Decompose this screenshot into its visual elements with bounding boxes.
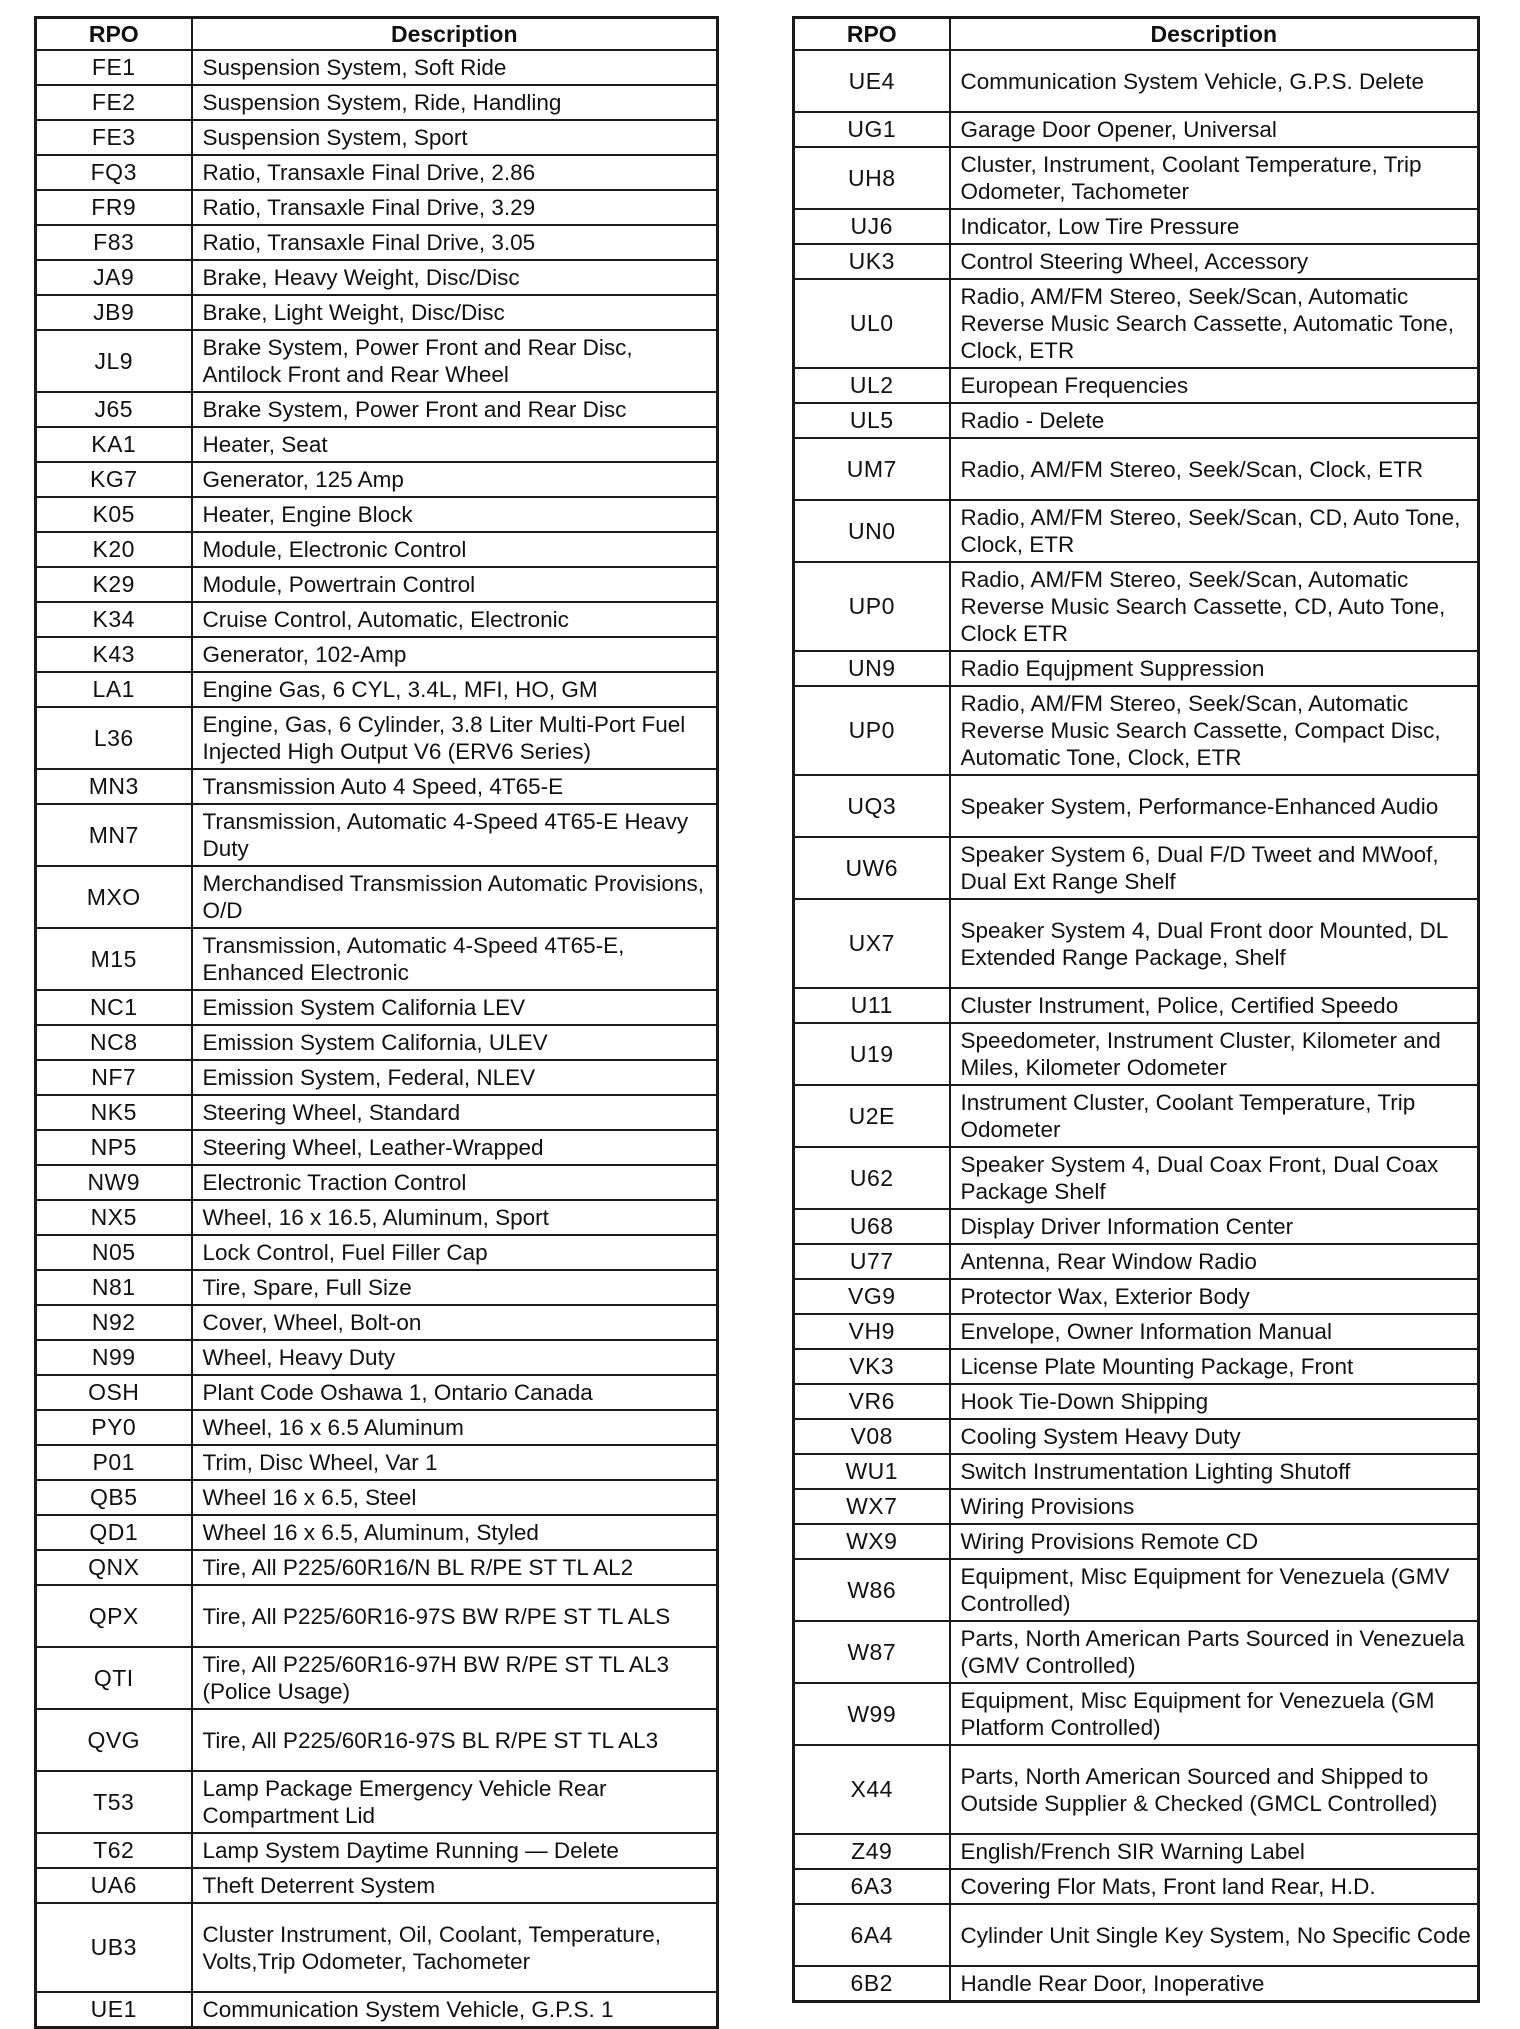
table-row bbox=[794, 1209, 1479, 1244]
table-row bbox=[794, 244, 1479, 279]
rpo-description: Lamp Package Emergency Vehicle Rear Compartment Lid bbox=[192, 1771, 718, 1833]
rpo-table-left bbox=[34, 16, 719, 2029]
table-row bbox=[794, 368, 1479, 403]
rpo-description: Cylinder Unit Single Key System, No Specific Code bbox=[950, 1904, 1479, 1966]
rpo-description: Emission System California, ULEV bbox=[192, 1025, 718, 1060]
table-row bbox=[794, 147, 1479, 209]
table-row bbox=[36, 1095, 718, 1130]
rpo-code: JL9 bbox=[36, 330, 192, 392]
rpo-code: NW9 bbox=[36, 1165, 192, 1200]
rpo-description: Heater, Seat bbox=[192, 427, 718, 462]
table-row bbox=[36, 1868, 718, 1903]
table-row bbox=[794, 686, 1479, 775]
rpo-description: Transmission Auto 4 Speed, 4T65-E bbox=[192, 769, 718, 804]
table-row bbox=[36, 1647, 718, 1709]
rpo-description: Ratio, Transaxle Final Drive, 3.29 bbox=[192, 190, 718, 225]
rpo-code: VG9 bbox=[794, 1279, 950, 1314]
rpo-description: Equipment, Misc Equipment for Venezuela (GM Platform Controlled) bbox=[950, 1683, 1479, 1745]
rpo-code: QTI bbox=[36, 1647, 192, 1709]
rpo-description: Wiring Provisions bbox=[950, 1489, 1479, 1524]
rpo-code: UA6 bbox=[36, 1868, 192, 1903]
rpo-code: JA9 bbox=[36, 260, 192, 295]
rpo-code: UX7 bbox=[794, 899, 950, 988]
rpo-description: European Frequencies bbox=[950, 368, 1479, 403]
rpo-description: Lock Control, Fuel Filler Cap bbox=[192, 1235, 718, 1270]
table-row bbox=[36, 1515, 718, 1550]
rpo-description: Ratio, Transaxle Final Drive, 3.05 bbox=[192, 225, 718, 260]
rpo-code: LA1 bbox=[36, 672, 192, 707]
rpo-description: Radio Equjpment Suppression bbox=[950, 651, 1479, 686]
rpo-code: Z49 bbox=[794, 1834, 950, 1869]
rpo-description: Speaker System 4, Dual Coax Front, Dual Coax Package Shelf bbox=[950, 1147, 1479, 1209]
header-row bbox=[36, 18, 718, 51]
rpo-code: UB3 bbox=[36, 1903, 192, 1992]
rpo-code: U11 bbox=[794, 988, 950, 1023]
rpo-description: Radio, AM/FM Stereo, Seek/Scan, Automatic Reverse Music Search Cassette, Automatic Tone, Clock, ETR bbox=[950, 279, 1479, 368]
rpo-description: Hook Tie-Down Shipping bbox=[950, 1384, 1479, 1419]
table-row bbox=[794, 1683, 1479, 1745]
table-row bbox=[794, 988, 1479, 1023]
rpo-description: Speaker System, Performance-Enhanced Audio bbox=[950, 775, 1479, 837]
rpo-description: Plant Code Oshawa 1, Ontario Canada bbox=[192, 1375, 718, 1410]
rpo-description: Wiring Provisions Remote CD bbox=[950, 1524, 1479, 1559]
table-row bbox=[36, 1992, 718, 2028]
rpo-code: K29 bbox=[36, 567, 192, 602]
rpo-description: Merchandised Transmission Automatic Provisions, O/D bbox=[192, 866, 718, 928]
rpo-description: Radio, AM/FM Stereo, Seek/Scan, Clock, ETR bbox=[950, 438, 1479, 500]
rpo-description: Speaker System 4, Dual Front door Mounted, DL Extended Range Package, Shelf bbox=[950, 899, 1479, 988]
rpo-description: Wheel, Heavy Duty bbox=[192, 1340, 718, 1375]
rpo-code: FE1 bbox=[36, 50, 192, 85]
table-row bbox=[36, 1130, 718, 1165]
table-row bbox=[794, 209, 1479, 244]
rpo-code: U68 bbox=[794, 1209, 950, 1244]
column-header-description: Description bbox=[950, 18, 1479, 51]
rpo-description: Wheel, 16 x 6.5 Aluminum bbox=[192, 1410, 718, 1445]
table-row bbox=[36, 1445, 718, 1480]
table-row bbox=[36, 990, 718, 1025]
rpo-description: Parts, North American Parts Sourced in Venezuela (GMV Controlled) bbox=[950, 1621, 1479, 1683]
table-row bbox=[794, 1279, 1479, 1314]
table-row bbox=[794, 1454, 1479, 1489]
rpo-description: Generator, 125 Amp bbox=[192, 462, 718, 497]
rpo-description: Speedometer, Instrument Cluster, Kilometer and Miles, Kilometer Odometer bbox=[950, 1023, 1479, 1085]
table-row bbox=[36, 225, 718, 260]
rpo-description: Engine, Gas, 6 Cylinder, 3.8 Liter Multi-Port Fuel Injected High Output V6 (ERV6 Series) bbox=[192, 707, 718, 769]
rpo-description: Parts, North American Sourced and Shipped to Outside Supplier & Checked (GMCL Controlled) bbox=[950, 1745, 1479, 1834]
table-row bbox=[36, 1060, 718, 1095]
rpo-code: UN0 bbox=[794, 500, 950, 562]
rpo-code: UM7 bbox=[794, 438, 950, 500]
table-row bbox=[36, 190, 718, 225]
rpo-description: Wheel 16 x 6.5, Steel bbox=[192, 1480, 718, 1515]
table-row bbox=[36, 1270, 718, 1305]
table-row bbox=[794, 1419, 1479, 1454]
table-row bbox=[794, 562, 1479, 651]
rpo-code: UL5 bbox=[794, 403, 950, 438]
rpo-description: Module, Electronic Control bbox=[192, 532, 718, 567]
rpo-code: VK3 bbox=[794, 1349, 950, 1384]
rpo-description: Switch Instrumentation Lighting Shutoff bbox=[950, 1454, 1479, 1489]
table-row bbox=[36, 637, 718, 672]
table-row bbox=[794, 1966, 1479, 2002]
rpo-code: UH8 bbox=[794, 147, 950, 209]
rpo-description: License Plate Mounting Package, Front bbox=[950, 1349, 1479, 1384]
table-row bbox=[36, 50, 718, 85]
table-row bbox=[794, 1869, 1479, 1904]
rpo-description: Speaker System 6, Dual F/D Tweet and MWoof, Dual Ext Range Shelf bbox=[950, 837, 1479, 899]
column-header-description: Description bbox=[192, 18, 718, 51]
table-row bbox=[36, 928, 718, 990]
table-row bbox=[36, 295, 718, 330]
rpo-code: K34 bbox=[36, 602, 192, 637]
rpo-code: N81 bbox=[36, 1270, 192, 1305]
rpo-description: Ratio, Transaxle Final Drive, 2.86 bbox=[192, 155, 718, 190]
rpo-code: KA1 bbox=[36, 427, 192, 462]
rpo-description: Tire, All P225/60R16-97H BW R/PE ST TL AL3 (Police Usage) bbox=[192, 1647, 718, 1709]
rpo-description: Brake, Heavy Weight, Disc/Disc bbox=[192, 260, 718, 295]
table-row bbox=[794, 651, 1479, 686]
table-row bbox=[794, 1349, 1479, 1384]
rpo-code: U2E bbox=[794, 1085, 950, 1147]
table-row bbox=[36, 155, 718, 190]
rpo-code: QVG bbox=[36, 1709, 192, 1771]
table-row bbox=[36, 497, 718, 532]
table-row bbox=[794, 1384, 1479, 1419]
rpo-description: Cover, Wheel, Bolt-on bbox=[192, 1305, 718, 1340]
table-row bbox=[794, 1023, 1479, 1085]
rpo-code: NC1 bbox=[36, 990, 192, 1025]
rpo-code: NP5 bbox=[36, 1130, 192, 1165]
table-row bbox=[794, 1147, 1479, 1209]
rpo-description: Brake, Light Weight, Disc/Disc bbox=[192, 295, 718, 330]
table-row bbox=[794, 1244, 1479, 1279]
table-row bbox=[794, 1559, 1479, 1621]
table-row bbox=[36, 567, 718, 602]
rpo-description: Radio, AM/FM Stereo, Seek/Scan, CD, Auto Tone, Clock, ETR bbox=[950, 500, 1479, 562]
rpo-description: Brake System, Power Front and Rear Disc bbox=[192, 392, 718, 427]
rpo-code: UG1 bbox=[794, 112, 950, 147]
rpo-code: W99 bbox=[794, 1683, 950, 1745]
rpo-description: Indicator, Low Tire Pressure bbox=[950, 209, 1479, 244]
rpo-code: WU1 bbox=[794, 1454, 950, 1489]
rpo-description: Steering Wheel, Leather-Wrapped bbox=[192, 1130, 718, 1165]
rpo-code: UL2 bbox=[794, 368, 950, 403]
rpo-code: W86 bbox=[794, 1559, 950, 1621]
rpo-description: Radio, AM/FM Stereo, Seek/Scan, Automatic Reverse Music Search Cassette, Compact Disc, Automatic Tone, Clock, ETR bbox=[950, 686, 1479, 775]
rpo-code: P01 bbox=[36, 1445, 192, 1480]
rpo-code: PY0 bbox=[36, 1410, 192, 1445]
rpo-description: Radio - Delete bbox=[950, 403, 1479, 438]
rpo-code: K43 bbox=[36, 637, 192, 672]
rpo-description: Cluster Instrument, Oil, Coolant, Temperature, Volts,Trip Odometer, Tachometer bbox=[192, 1903, 718, 1992]
rpo-table-right bbox=[792, 16, 1480, 2003]
rpo-description: Radio, AM/FM Stereo, Seek/Scan, Automatic Reverse Music Search Cassette, CD, Auto Tone, Clock ETR bbox=[950, 562, 1479, 651]
rpo-code: UN9 bbox=[794, 651, 950, 686]
rpo-description: Equipment, Misc Equipment for Venezuela (GMV Controlled) bbox=[950, 1559, 1479, 1621]
rpo-code: V08 bbox=[794, 1419, 950, 1454]
table-row bbox=[36, 1305, 718, 1340]
rpo-code: NF7 bbox=[36, 1060, 192, 1095]
table-row bbox=[36, 672, 718, 707]
rpo-code: VR6 bbox=[794, 1384, 950, 1419]
table-row bbox=[36, 804, 718, 866]
rpo-description: Theft Deterrent System bbox=[192, 1868, 718, 1903]
rpo-description: Transmission, Automatic 4-Speed 4T65-E, Enhanced Electronic bbox=[192, 928, 718, 990]
rpo-code: UJ6 bbox=[794, 209, 950, 244]
rpo-description: Suspension System, Ride, Handling bbox=[192, 85, 718, 120]
table-row bbox=[794, 50, 1479, 112]
rpo-code: QD1 bbox=[36, 1515, 192, 1550]
table-row bbox=[794, 438, 1479, 500]
table-row bbox=[794, 1904, 1479, 1966]
rpo-description: Wheel 16 x 6.5, Aluminum, Styled bbox=[192, 1515, 718, 1550]
rpo-code: QB5 bbox=[36, 1480, 192, 1515]
rpo-description: Communication System Vehicle, G.P.S. Delete bbox=[950, 50, 1479, 112]
rpo-description: Suspension System, Sport bbox=[192, 120, 718, 155]
table-row bbox=[794, 403, 1479, 438]
rpo-code: K20 bbox=[36, 532, 192, 567]
rpo-code: FE3 bbox=[36, 120, 192, 155]
rpo-code: UK3 bbox=[794, 244, 950, 279]
table-row bbox=[36, 1903, 718, 1992]
rpo-description: Cluster, Instrument, Coolant Temperature, Trip Odometer, Tachometer bbox=[950, 147, 1479, 209]
rpo-description: Cruise Control, Automatic, Electronic bbox=[192, 602, 718, 637]
rpo-code: WX7 bbox=[794, 1489, 950, 1524]
header-row bbox=[794, 18, 1479, 51]
table-row bbox=[36, 120, 718, 155]
rpo-code: 6A3 bbox=[794, 1869, 950, 1904]
table-row bbox=[36, 1709, 718, 1771]
rpo-description: Protector Wax, Exterior Body bbox=[950, 1279, 1479, 1314]
table-row bbox=[36, 330, 718, 392]
rpo-code: N99 bbox=[36, 1340, 192, 1375]
rpo-description: Control Steering Wheel, Accessory bbox=[950, 244, 1479, 279]
table-row bbox=[36, 1410, 718, 1445]
table-row bbox=[36, 427, 718, 462]
table-row bbox=[794, 112, 1479, 147]
table-row bbox=[794, 1314, 1479, 1349]
table-row bbox=[36, 1771, 718, 1833]
rpo-description: Tire, All P225/60R16-97S BL R/PE ST TL AL3 bbox=[192, 1709, 718, 1771]
table-row bbox=[36, 1585, 718, 1647]
rpo-code: QPX bbox=[36, 1585, 192, 1647]
column-header-rpo: RPO bbox=[36, 18, 192, 51]
table-row bbox=[794, 1834, 1479, 1869]
rpo-code: FR9 bbox=[36, 190, 192, 225]
rpo-description: Engine Gas, 6 CYL, 3.4L, MFI, HO, GM bbox=[192, 672, 718, 707]
rpo-code: UP0 bbox=[794, 686, 950, 775]
table-row bbox=[794, 899, 1479, 988]
rpo-description: Tire, Spare, Full Size bbox=[192, 1270, 718, 1305]
table-row bbox=[794, 837, 1479, 899]
rpo-code: F83 bbox=[36, 225, 192, 260]
rpo-description: Envelope, Owner Information Manual bbox=[950, 1314, 1479, 1349]
table-row bbox=[794, 1745, 1479, 1834]
table-row bbox=[36, 1340, 718, 1375]
rpo-description: Steering Wheel, Standard bbox=[192, 1095, 718, 1130]
rpo-code: UW6 bbox=[794, 837, 950, 899]
table-row bbox=[36, 769, 718, 804]
rpo-code: MN7 bbox=[36, 804, 192, 866]
rpo-description: Wheel, 16 x 16.5, Aluminum, Sport bbox=[192, 1200, 718, 1235]
table-row bbox=[36, 1833, 718, 1868]
rpo-code: KG7 bbox=[36, 462, 192, 497]
table-row bbox=[36, 707, 718, 769]
table-row bbox=[36, 392, 718, 427]
rpo-code: WX9 bbox=[794, 1524, 950, 1559]
rpo-code: NX5 bbox=[36, 1200, 192, 1235]
rpo-description: Suspension System, Soft Ride bbox=[192, 50, 718, 85]
rpo-code: U77 bbox=[794, 1244, 950, 1279]
table-row bbox=[36, 1375, 718, 1410]
rpo-description: Cooling System Heavy Duty bbox=[950, 1419, 1479, 1454]
rpo-description: Emission System California LEV bbox=[192, 990, 718, 1025]
rpo-description: Garage Door Opener, Universal bbox=[950, 112, 1479, 147]
rpo-code: N92 bbox=[36, 1305, 192, 1340]
rpo-description: Trim, Disc Wheel, Var 1 bbox=[192, 1445, 718, 1480]
rpo-code: W87 bbox=[794, 1621, 950, 1683]
table-row bbox=[36, 85, 718, 120]
table-row bbox=[794, 279, 1479, 368]
rpo-code: J65 bbox=[36, 392, 192, 427]
rpo-code: NK5 bbox=[36, 1095, 192, 1130]
table-row bbox=[36, 1480, 718, 1515]
table-row bbox=[36, 1200, 718, 1235]
rpo-description: Instrument Cluster, Coolant Temperature, Trip Odometer bbox=[950, 1085, 1479, 1147]
table-row bbox=[794, 775, 1479, 837]
rpo-code: JB9 bbox=[36, 295, 192, 330]
rpo-description: Display Driver Information Center bbox=[950, 1209, 1479, 1244]
table-row bbox=[36, 866, 718, 928]
table-row bbox=[36, 1165, 718, 1200]
rpo-description: Brake System, Power Front and Rear Disc, Antilock Front and Rear Wheel bbox=[192, 330, 718, 392]
rpo-code: UE1 bbox=[36, 1992, 192, 2028]
table-row bbox=[794, 1489, 1479, 1524]
table-row bbox=[36, 1550, 718, 1585]
table-row bbox=[794, 1524, 1479, 1559]
rpo-code: FE2 bbox=[36, 85, 192, 120]
rpo-code: VH9 bbox=[794, 1314, 950, 1349]
rpo-code: NC8 bbox=[36, 1025, 192, 1060]
rpo-code: U62 bbox=[794, 1147, 950, 1209]
rpo-code: X44 bbox=[794, 1745, 950, 1834]
table-row bbox=[36, 1025, 718, 1060]
rpo-description: Generator, 102-Amp bbox=[192, 637, 718, 672]
table-row bbox=[794, 500, 1479, 562]
rpo-description: English/French SIR Warning Label bbox=[950, 1834, 1479, 1869]
rpo-code: L36 bbox=[36, 707, 192, 769]
rpo-code: U19 bbox=[794, 1023, 950, 1085]
rpo-description: Tire, All P225/60R16/N BL R/PE ST TL AL2 bbox=[192, 1550, 718, 1585]
rpo-code: K05 bbox=[36, 497, 192, 532]
table-row bbox=[36, 260, 718, 295]
rpo-description: Lamp System Daytime Running — Delete bbox=[192, 1833, 718, 1868]
rpo-code: T53 bbox=[36, 1771, 192, 1833]
rpo-description: Module, Powertrain Control bbox=[192, 567, 718, 602]
rpo-code: OSH bbox=[36, 1375, 192, 1410]
rpo-code: MN3 bbox=[36, 769, 192, 804]
table-row bbox=[794, 1085, 1479, 1147]
table-row bbox=[36, 532, 718, 567]
rpo-code: T62 bbox=[36, 1833, 192, 1868]
rpo-description: Antenna, Rear Window Radio bbox=[950, 1244, 1479, 1279]
rpo-description: Electronic Traction Control bbox=[192, 1165, 718, 1200]
rpo-code: 6B2 bbox=[794, 1966, 950, 2002]
rpo-code: QNX bbox=[36, 1550, 192, 1585]
table-row bbox=[794, 1621, 1479, 1683]
rpo-description: Transmission, Automatic 4-Speed 4T65-E Heavy Duty bbox=[192, 804, 718, 866]
table-row bbox=[36, 1235, 718, 1270]
rpo-code: M15 bbox=[36, 928, 192, 990]
rpo-description: Cluster Instrument, Police, Certified Speedo bbox=[950, 988, 1479, 1023]
rpo-code: N05 bbox=[36, 1235, 192, 1270]
rpo-code: UQ3 bbox=[794, 775, 950, 837]
rpo-code: UP0 bbox=[794, 562, 950, 651]
rpo-description: Covering Flor Mats, Front land Rear, H.D. bbox=[950, 1869, 1479, 1904]
rpo-description: Emission System, Federal, NLEV bbox=[192, 1060, 718, 1095]
rpo-description: Heater, Engine Block bbox=[192, 497, 718, 532]
table-row bbox=[36, 462, 718, 497]
rpo-code: 6A4 bbox=[794, 1904, 950, 1966]
table-row bbox=[36, 602, 718, 637]
column-header-rpo: RPO bbox=[794, 18, 950, 51]
rpo-description: Communication System Vehicle, G.P.S. 1 bbox=[192, 1992, 718, 2028]
rpo-description: Tire, All P225/60R16-97S BW R/PE ST TL ALS bbox=[192, 1585, 718, 1647]
rpo-code: UE4 bbox=[794, 50, 950, 112]
rpo-description: Handle Rear Door, Inoperative bbox=[950, 1966, 1479, 2002]
rpo-code: UL0 bbox=[794, 279, 950, 368]
rpo-code: FQ3 bbox=[36, 155, 192, 190]
rpo-code: MXO bbox=[36, 866, 192, 928]
